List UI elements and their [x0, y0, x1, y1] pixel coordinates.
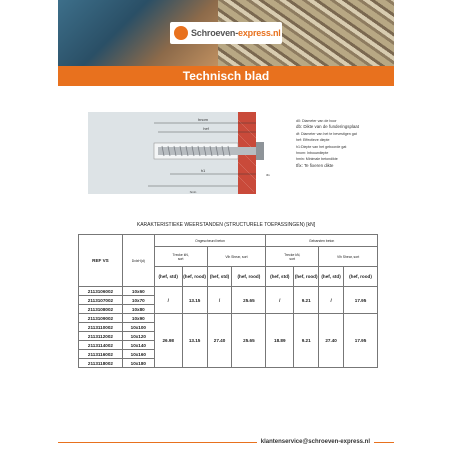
table-row: 2113108002 10x80: [79, 305, 378, 314]
legend-item: hef: Effectieve diepte: [296, 138, 330, 143]
screw-head: [256, 142, 264, 160]
resistance-table: [78, 234, 378, 368]
header-photo: [58, 0, 394, 66]
sub-header: (hef, rood): [182, 267, 207, 287]
logo: [170, 22, 282, 44]
table-row: 2113116002 10x160: [79, 350, 378, 359]
shear-header: Vlh Shear, sort: [319, 247, 378, 267]
tension-header: Trecke kN, sort: [266, 247, 319, 267]
group-header-cracked: Gebarsten beton: [266, 235, 378, 247]
screw-shaft: [158, 147, 260, 155]
table-row: 2113118002 10x180: [79, 359, 378, 368]
legend-item: hnom: Inbouwdiepte: [296, 151, 329, 156]
legend-item: hmin: Minimale betondikte: [296, 157, 338, 162]
sub-header: (hef, rood): [344, 267, 378, 287]
table-row: 2113114002 10x140: [79, 341, 378, 350]
logo-text: Schroeven-express.nl: [191, 28, 281, 38]
legend-item: tfix: Te fixeren dikte: [296, 162, 334, 168]
table-row: 2113110002 10x100: [79, 323, 378, 332]
page-title: Technisch blad: [182, 69, 270, 83]
legend-item: df: Diameter van het te bevestigen gat: [296, 131, 357, 136]
footer-email-link[interactable]: klantenservice@schroeven-express.nl: [257, 438, 374, 447]
logo-icon: [174, 26, 188, 40]
hnom-label: hnom: [197, 117, 209, 122]
h1-label: h1: [200, 168, 206, 173]
sub-header: (hef, std): [266, 267, 294, 287]
legend-item: d0: Diameter van de boor: [296, 119, 337, 123]
hef-label: hef: [203, 126, 209, 131]
legend: [296, 118, 392, 169]
legend-item: db: Dikte van de funderingsplaat: [296, 124, 359, 130]
footer: [58, 438, 394, 448]
sub-header: (hef, std): [154, 267, 182, 287]
hmin-label: hmin: [189, 190, 197, 194]
group-header-uncracked: Ongescheurd beton: [154, 235, 266, 247]
sub-header: (hef, std): [207, 267, 232, 287]
sub-header: (hef, rood): [294, 267, 319, 287]
shear-header: Vlh Shear, sort: [207, 247, 266, 267]
tfix-label: tfix: [266, 173, 270, 177]
table-title: KARAKTERISTIEKE WEERSTANDEN (STRUCTURELE TOEPASSINGEN) [kN]: [136, 222, 316, 228]
table-row: 2113112002 10x120: [79, 332, 378, 341]
col-ref-header: REF VS: [79, 235, 123, 287]
page: [58, 0, 394, 452]
tension-header: Trecke kN, sort: [154, 247, 207, 267]
sub-header: (hef, std): [319, 267, 344, 287]
table-row: 2113106002 10x60 / 13.15 / 25.65 / 9.21 / 17.95: [79, 287, 378, 296]
table-row: 2113109002 10x90 26.98 13.15 27.40 25.65 18.89 9.21 27.40 17.95: [79, 314, 378, 323]
table-row: 2113107002 10x70: [79, 296, 378, 305]
anchor-drawing: [88, 112, 278, 207]
col-dim-header: DxlxH(d): [122, 235, 154, 287]
sub-header: (hef, rood): [232, 267, 266, 287]
legend-item: h1:Diepte van het geboorde gat: [296, 144, 347, 149]
